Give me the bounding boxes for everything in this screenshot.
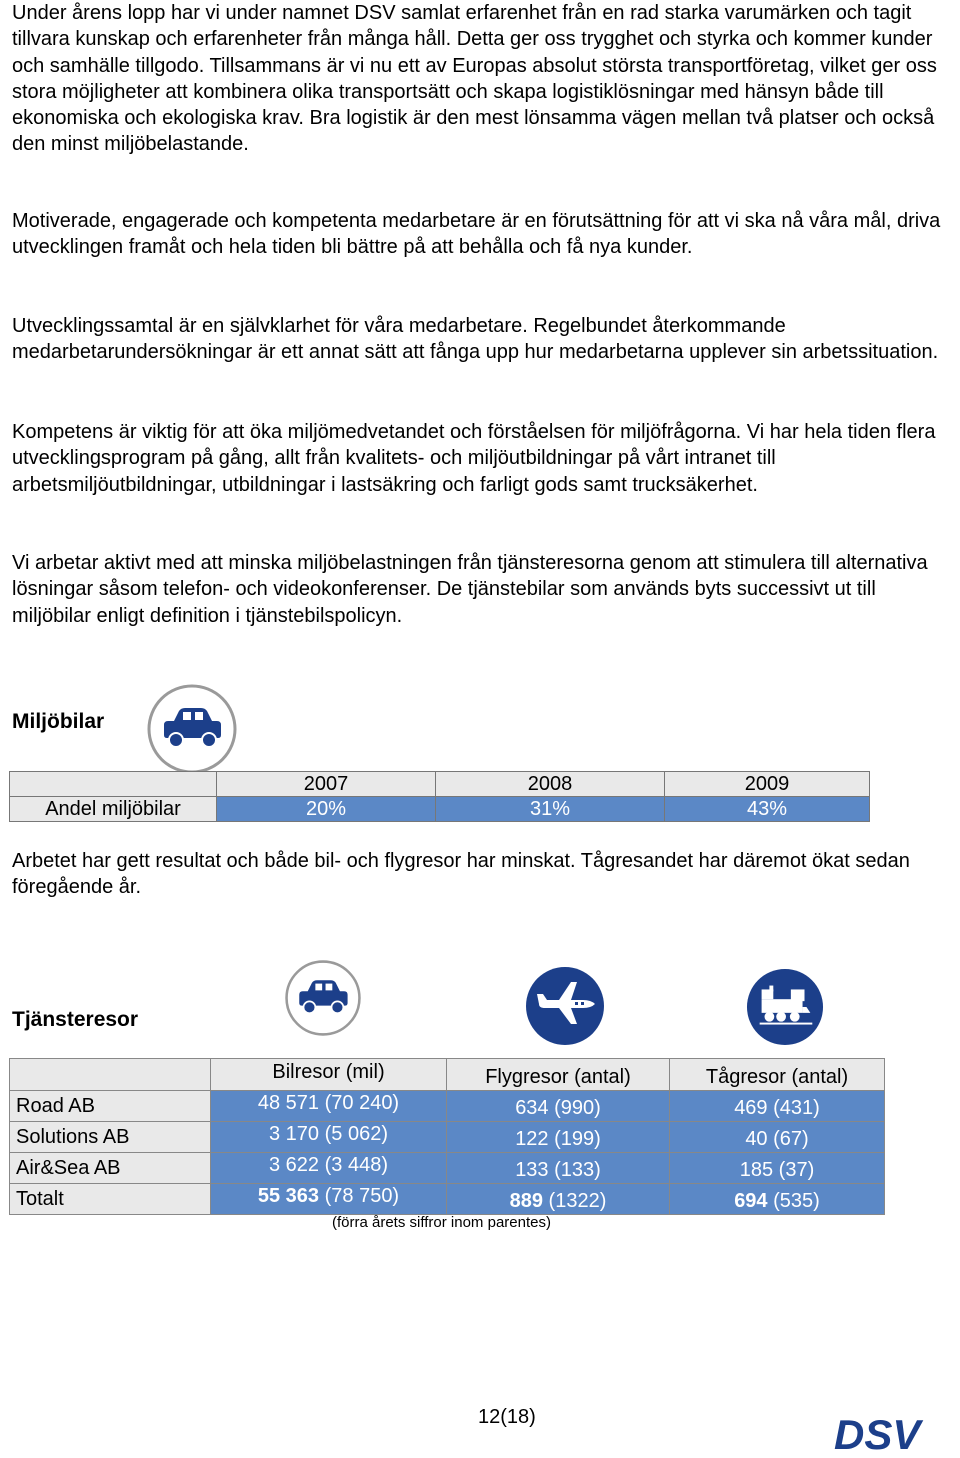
miljobilar-table (9, 771, 870, 822)
column-header: Flygresor (antal) (447, 1059, 670, 1091)
table-cell-empty (10, 772, 217, 797)
row-label: Solutions AB (10, 1122, 211, 1153)
row-label: Andel miljöbilar (10, 797, 217, 822)
result-paragraph: Arbetet har gett resultat och både bil- och flygresor har minskat. Tågresandet har däremot ökat sedan föregående år. (12, 850, 910, 899)
year-cell: 2007 (217, 772, 436, 797)
year-cell: 2009 (665, 772, 870, 797)
table-row (10, 1059, 885, 1091)
total-previous-value: (535) (767, 1190, 820, 1212)
intro-paragraph: Under årens lopp har vi under namnet DSV samlat erfarenhet från en rad starka varumärken och tagit tillvara kunskap och erfarenheter från många håll. Detta ger oss trygghet och styrka och kommer kunder och samhälle tillgodo. Tillsammans är vi nu ett av Europas absolut största transportföretag, vilket ger oss stora möjligheter att kombinera olika transportsätt och skapa logistiklösningar med hänsyn både till ekonomiska och ekologiska krav. Bra logistik är den mest lönsamma vägen mellan två platser och också den minst miljöbelastande. (12, 2, 937, 156)
airplane-icon (525, 966, 605, 1046)
value-cell: 3 170 (5 062) (211, 1122, 447, 1153)
table-footnote: (förra årets siffror inom parentes) (332, 1214, 551, 1231)
page-number: 12(18) (478, 1406, 536, 1428)
value-cell: 40 (67) (670, 1122, 885, 1153)
table-row (10, 1122, 885, 1153)
column-header: Tågresor (antal) (670, 1059, 885, 1091)
total-value-cell (670, 1184, 885, 1215)
development-talk-paragraph: Utvecklingssamtal är en självklarhet för våra medarbetare. Regelbundet återkommande medarbetarundersökningar är ett annat sätt att fånga upp hur medarbetarna upplever sin arbetssituation. (12, 315, 939, 364)
value-cell: 133 (133) (447, 1153, 670, 1184)
value-cell: 634 (990) (447, 1091, 670, 1122)
column-header: Bilresor (mil) (211, 1059, 447, 1091)
total-bold-value: 694 (734, 1190, 768, 1212)
total-bold-value: 55 363 (257, 1185, 320, 1207)
row-label: Totalt (10, 1184, 211, 1215)
table-row (10, 1153, 885, 1184)
total-previous-value: (1322) (543, 1190, 607, 1212)
miljobilar-heading: Miljöbilar (12, 710, 105, 733)
tjansteresor-table (9, 1058, 885, 1215)
value-cell: 20% (217, 797, 436, 822)
total-previous-value: (78 750) (319, 1185, 400, 1207)
year-cell: 2008 (436, 772, 665, 797)
dsv-logo (832, 1414, 954, 1454)
row-label: Air&Sea AB (10, 1153, 211, 1184)
car-icon (284, 959, 362, 1037)
total-bold-value: 889 (509, 1190, 543, 1212)
total-value-cell (211, 1184, 447, 1215)
value-cell: 122 (199) (447, 1122, 670, 1153)
total-value-cell (447, 1184, 670, 1215)
value-cell: 469 (431) (670, 1091, 885, 1122)
train-icon (746, 968, 824, 1046)
competence-paragraph: Kompetens är viktig för att öka miljömedvetandet och förståelsen för miljöfrågorna. Vi har hela tiden flera utvecklingsprogram på gång, allt från kvalitets- och miljöutbildningar på vårt intranet till arbetsmiljöutbildningar, utbildningar i lastsäkring och farligt gods samt trucksäkerhet. (12, 421, 936, 496)
travel-paragraph: Vi arbetar aktivt med att minska miljöbelastningen från tjänsteresorna genom att stimulera till alternativa lösningar såsom telefon- och videokonferenser. De tjänstebilar som används byts successivt ut till miljöbilar enligt definition i tjänstebilspolicyn. (12, 552, 928, 627)
table-cell-empty (10, 1059, 211, 1091)
table-row (10, 1184, 885, 1215)
value-cell: 31% (436, 797, 665, 822)
value-cell: 43% (665, 797, 870, 822)
value-cell: 185 (37) (670, 1153, 885, 1184)
staff-paragraph: Motiverade, engagerade och kompetenta medarbetare är en förutsättning för att vi ska nå våra mål, driva utvecklingen framåt och hela tiden bli bättre på att behålla och få nya kunder. (12, 210, 941, 259)
table-row (10, 797, 870, 822)
table-row (10, 772, 870, 797)
logo-text: DSV (834, 1414, 921, 1454)
table-row (10, 1091, 885, 1122)
tjansteresor-heading: Tjänsteresor (12, 1008, 139, 1031)
car-icon (146, 683, 238, 775)
row-label: Road AB (10, 1091, 211, 1122)
value-cell: 3 622 (3 448) (211, 1153, 447, 1184)
value-cell: 48 571 (70 240) (211, 1091, 447, 1122)
